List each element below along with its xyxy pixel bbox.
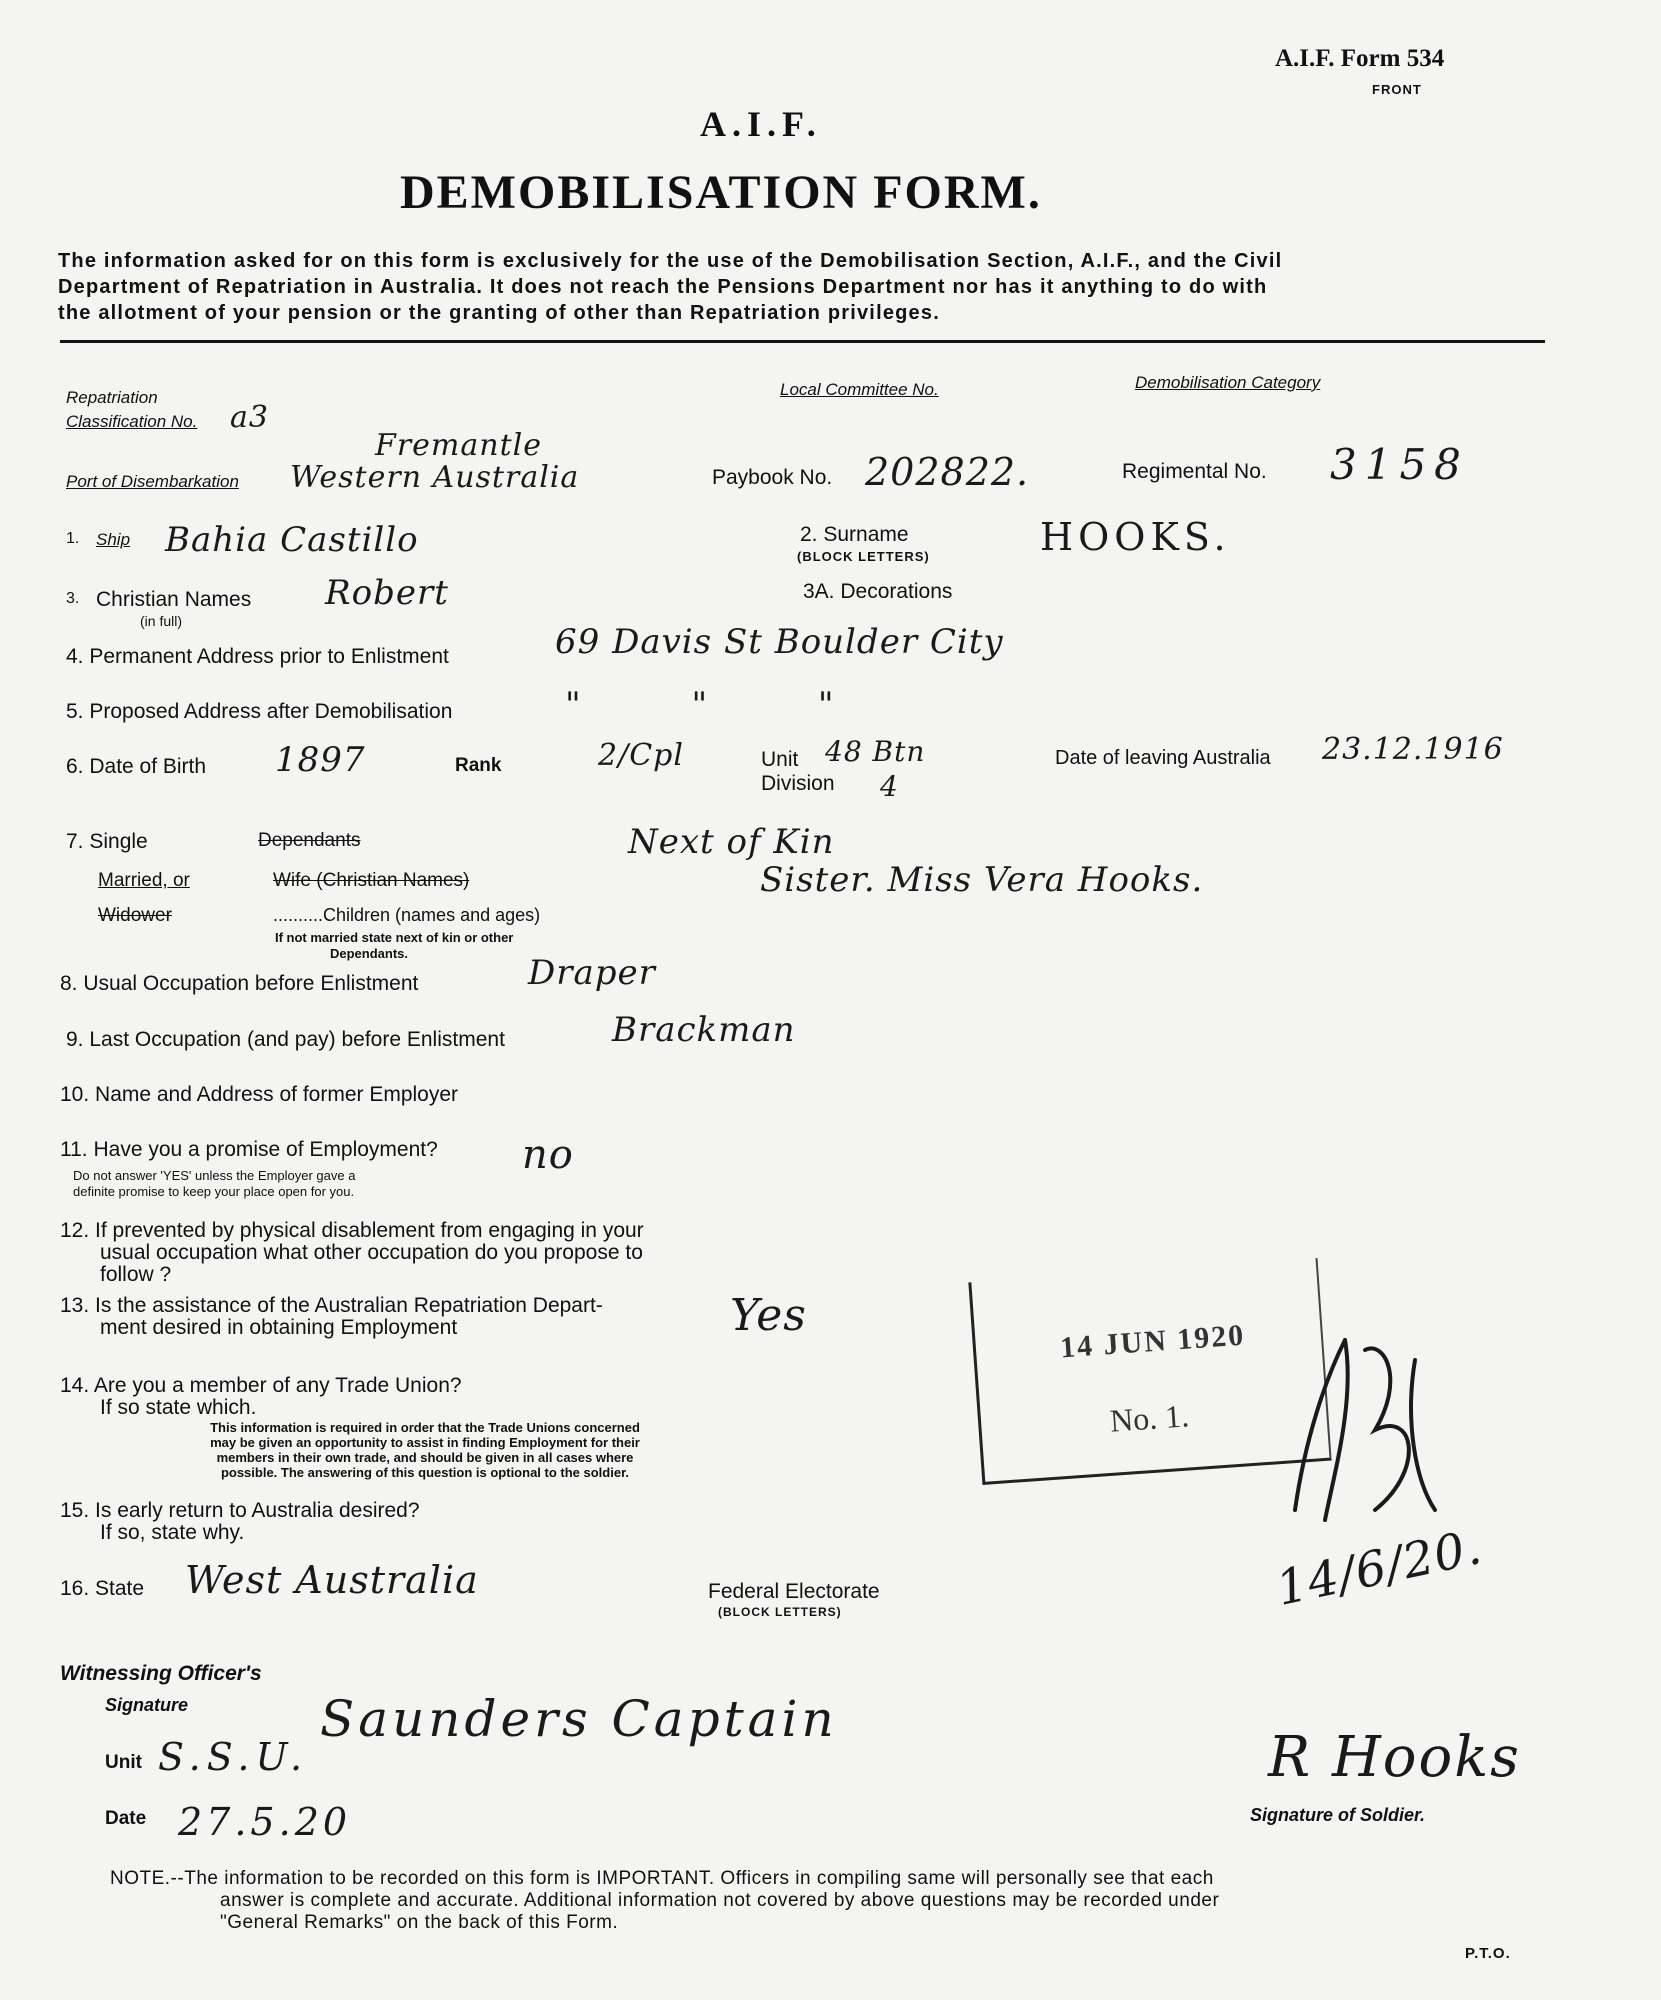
org-heading: A.I.F. [700,104,822,144]
trade-union-question [60,1375,462,1419]
promise-employment-label: 11. Have you a promise of Employment? [60,1138,438,1161]
promise-employment-value: no [522,1132,574,1178]
demob-category-label: Demobilisation Category [1135,373,1321,392]
disablement-line: follow ? [100,1263,172,1286]
soldier-signature-label: Signature of Soldier. [1250,1805,1426,1825]
surname-label: 2. Surname [800,523,909,546]
pto-label: P.T.O. [1465,1945,1511,1962]
single-label: 7. Single [66,830,148,853]
header-divider [60,340,1545,343]
dob-value: 1897 [275,740,366,780]
regimental-value: 3158 [1330,440,1469,489]
state-label: 16. State [60,1577,145,1600]
dob-label: 6. Date of Birth [66,755,207,778]
christian-number: 3. [66,590,80,607]
intro-line: Department of Repatriation in Australia. It does not reach the Pensions Department nor has it anything to do with [58,276,1268,298]
intro-text [58,248,1508,326]
classification-label: Classification No. [66,412,198,431]
note-line: answer is complete and accurate. Additional information not covered by above questions may be recorded under [220,1890,1220,1911]
christian-sublabel: (in full) [140,613,183,629]
form-side: FRONT [1372,82,1422,97]
intro-line: The information asked for on this form is exclusively for the use of the Demobilisation Section, A.I.F., and the Civil [58,250,1283,272]
if-not-married-note: If not married state next of kin or other [275,930,514,945]
unit-label: Unit [761,748,799,771]
paybook-label: Paybook No. [712,466,833,489]
usual-occupation-label: 8. Usual Occupation before Enlistment [60,972,419,995]
stamp-date: 14 JUN 1920 [1059,1318,1247,1365]
permanent-address-label: 4. Permanent Address prior to Enlistment [66,645,449,668]
widower-label: Widower [98,905,172,926]
disablement-question [60,1220,644,1286]
classification-value: a3 [230,400,269,435]
repatriation-label: Repatriation [66,388,158,407]
federal-electorate-sublabel: (BLOCK LETTERS) [718,1605,842,1619]
disablement-line: 12. If prevented by physical disablement from engaging in your [60,1219,644,1242]
witness-signature-label: Signature [105,1695,189,1715]
form-id: A.I.F. Form 534 [1275,45,1445,72]
witness-unit-value: S.S.U. [158,1735,309,1779]
division-value: 4 [880,770,899,803]
witness-date-label: Date [105,1808,147,1829]
division-label: Division [761,772,835,795]
note-line: "General Remarks" on the back of this Form. [220,1912,619,1933]
ship-number: 1. [66,530,80,547]
ship-value: Bahia Castillo [165,520,419,560]
surname-value: HOOKS. [1040,515,1231,559]
assistance-line: 13. Is the assistance of the Australian Repatriation Depart- [60,1294,603,1317]
trade-union-line: If so state which. [100,1396,257,1419]
leaving-australia-value: 23.12.1916 [1322,732,1504,767]
assistance-value: Yes [730,1290,807,1341]
regimental-label: Regimental No. [1122,460,1267,483]
usual-occupation-value: Draper [528,953,656,993]
trade-union-note-line: members in their own trade, and should be given in all cases where [216,1450,634,1465]
permanent-address-value: 69 Davis St Boulder City [555,622,1004,662]
christian-value: Robert [325,573,449,613]
stamp-initials-date: 14/6/20. [1271,1518,1487,1618]
port-value-state: Western Australia [290,460,580,495]
last-occupation-label: 9. Last Occupation (and pay) before Enlistment [66,1028,505,1051]
trade-union-note-line: may be given an opportunity to assist in finding Employment for their [210,1435,640,1450]
trade-union-note [110,1420,740,1480]
decorations-label: 3A. Decorations [803,580,953,603]
page-title: DEMOBILISATION FORM. [400,166,1042,219]
local-committee-label: Local Committee No. [780,380,939,399]
children-label: ..........Children (names and ages) [273,905,541,925]
witness-unit-label: Unit [105,1752,142,1773]
early-return-line: If so, state why. [100,1521,245,1544]
unit-value: 48 Btn [825,735,926,768]
state-value: West Australia [185,1558,479,1602]
former-employer-label: 10. Name and Address of former Employer [60,1083,459,1106]
officer-initials-mark [1265,1320,1455,1540]
last-occupation-value: Brackman [612,1010,796,1050]
witness-label: Witnessing Officer's [60,1662,262,1685]
early-return-line: 15. Is early return to Australia desired? [60,1499,420,1522]
port-value-city: Fremantle [375,428,542,463]
paybook-value: 202822. [865,450,1030,494]
promise-note-2: definite promise to keep your place open for you. [73,1184,355,1199]
federal-electorate-label: Federal Electorate [708,1580,880,1603]
assistance-question [60,1295,603,1339]
disablement-line: usual occupation what other occupation do you propose to [100,1241,643,1264]
next-of-kin-heading: Next of Kin [628,822,835,862]
married-label: Married, or [98,870,190,891]
assistance-line: ment desired in obtaining Employment [100,1316,458,1339]
promise-note-1: Do not answer 'YES' unless the Employer gave a [73,1168,356,1183]
wife-label: Wife (Christian Names) [273,870,470,891]
stamp-number: No. 1. [1108,1397,1191,1439]
important-note [110,1868,1219,1934]
early-return-question [60,1500,420,1544]
next-of-kin-value: Sister. Miss Vera Hooks. [760,860,1204,900]
soldier-signature: R Hooks [1268,1725,1521,1790]
witness-signature: Saunders Captain [320,1690,838,1748]
proposed-address-value: " " " [565,685,884,725]
proposed-address-label: 5. Proposed Address after Demobilisation [66,700,453,723]
surname-sublabel: (BLOCK LETTERS) [797,549,930,564]
rank-value: 2/Cpl [598,738,684,773]
rank-label: Rank [455,755,502,776]
witness-date-value: 27.5.20 [178,1800,352,1844]
trade-union-note-line: This information is required in order that the Trade Unions concerned [210,1420,640,1435]
trade-union-line: 14. Are you a member of any Trade Union? [60,1374,462,1397]
dependants-label: Dependants [258,830,361,851]
christian-label: Christian Names [96,588,252,611]
ship-label: Ship [96,530,131,549]
dependants-note: Dependants. [330,946,409,961]
leaving-australia-label: Date of leaving Australia [1055,747,1271,769]
trade-union-note-line: possible. The answering of this question is optional to the soldier. [220,1465,630,1480]
intro-line: the allotment of your pension or the granting of other than Repatriation privileges. [58,302,940,324]
port-label: Port of Disembarkation [66,472,239,491]
note-line: NOTE.--The information to be recorded on this form is IMPORTANT. Officers in compiling same will personally see that each [110,1868,1214,1889]
